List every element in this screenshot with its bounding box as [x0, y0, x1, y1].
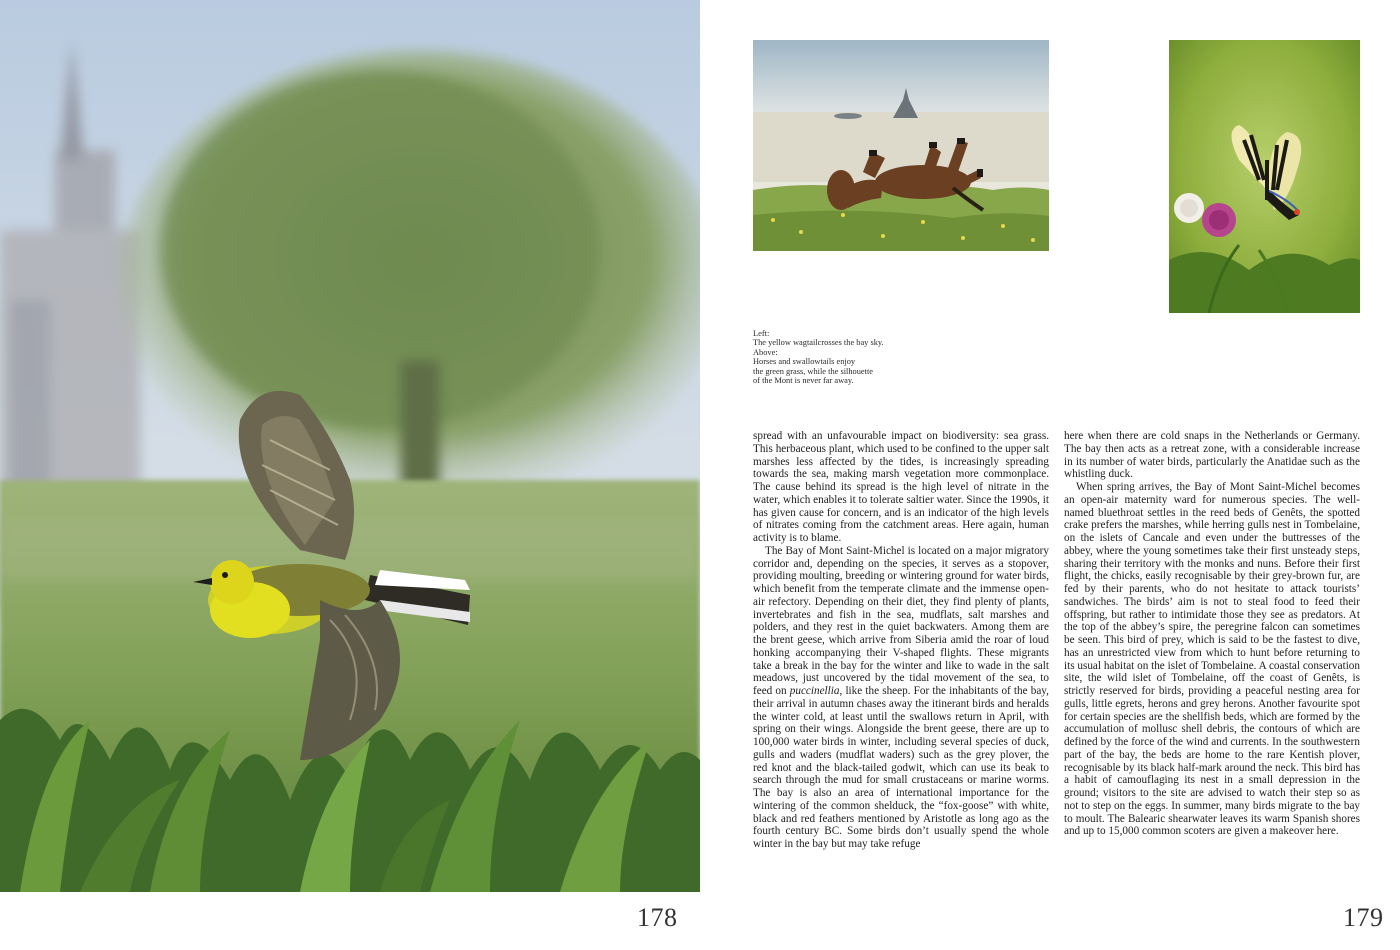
horse-photo [753, 40, 1049, 251]
photo-caption [753, 329, 913, 385]
page-number-left: 178 [637, 903, 678, 932]
caption-line: of the Mont is never far away. [753, 376, 854, 386]
caption-line: Left: [753, 329, 770, 338]
body-text: , like the sheep. For the inhabitants of the bay, their arrival in autumn chases away the itinerant birds and heralds the winter cold, at least until the swallows return in April, with spring on their wings. Alongside the brent geese, there are up to 100,000 water birds in winter, including several species of duck, gulls and waders (mudflat waders) such as the grey plover, the red knot and the black-tailed godwit, which can use its beak to search through the mud for small crustaceans or marine worms. The bay is also an area of international importance for the wintering of the common shelduck, the “fox-goose” with white, black and red feathers mentioned by Aristotle as long ago as the fourth century BC. Some birds don’t usually spend the whole winter in the bay but may take refuge [753, 685, 1049, 850]
horse-scene-illustration [753, 40, 1049, 251]
body-paragraph [753, 545, 1049, 851]
caption-line: the green grass, while the silhouette [753, 366, 874, 376]
butterfly-photo [1169, 40, 1360, 313]
caption-line: The yellow wagtailcrosses the bay sky. [753, 338, 884, 348]
body-text: The Bay of Mont Saint-Michel is located on a major migratory corridor and, depending on the species, it serves as a stopover, providing moulting, breeding or wintering ground for water birds, which benefit from the temperate climate and the immense open-air refectory. Depending on their diet, they find plenty of plants, invertebrates and fish in the sea, mudflats, salt marshes and polders, and they rest in the quiet backwaters. Among them are the brent geese, which arrive from Siberia amid the roar of loud honking accompanying their V-shaped flights. These migrants take a break in the bay for the winter and like to wade in the salt meadows, just uncovered by the tidal movement of the sea, to feed on [753, 544, 1049, 697]
caption-line: Above: [753, 347, 778, 357]
caption-line: Horses and swallowtails enjoy [753, 357, 856, 367]
body-paragraph: spread with an unfavourable impact on biodiversity: sea grass. This herbaceous plant, which used to be confined to the upper salt marshes less affected by the tides, is increasingly spreading towards the sea, making marsh vegetation more commonplace. The cause behind its spread is the high level of nitrate in the water, which enables it to tolerate saltier water. Since the 1990s, it has given cause for concern, and is an indicator of the high levels of nitrates coming from the catchment areas. Here again, human activity is to blame. [753, 430, 1049, 544]
italic-term: puccinellia [789, 685, 840, 697]
yellow-wagtail-photo [0, 0, 700, 892]
body-paragraph: When spring arrives, the Bay of Mont Saint-Michel becomes an open-air maternity ward for numerous species. The well-named bluethroat settles in the reed beds of Genêts, the spotted crake prefers the marshes, while herring gulls nest in Tombelaine, on the islets of Cancale and even under the buttresses of the abbey, where the young sometimes take their first unsteady steps, sharing their territory with the monks and nuns. Before their first flight, the chicks, easily recognisable by their grey-brown fur, are fed by their parents, who do not hesitate to attack tourists’ sandwiches. The birds’ aim is not to steal food to feed their offspring, but rather to intimidate those they see as predators. At the top of the abbey’s spire, the peregrine falcon can sometimes be seen. This bird of prey, which is said to be the fastest to dive, has an unrestricted view from which to hunt before returning to its usual habitat on the islet of Tombelaine. A coastal conservation site, the wild islet of Tombelaine, off the coast of Genêts, is strictly reserved for birds, providing a peaceful nesting area for gulls, little egrets, herons and grey herons. Another favourite spot for certain species are the shellfish beds, which are formed by the accumulation of mollusc shell debris, the contours of which are defined by the force of the wind and currents. In the southwestern part of the bay, the beds are home to the rare Kentish plover, recognisable by its black half-mark around the neck. This bird has a habit of camouflaging its nest in a small depression in the ground; visitors to the site are advised to watch their step so as not to step on the eggs. In summer, many birds migrate to the bay to moult. The Balearic shearwater leaves its warm Spanish shores and up to 15,000 common scoters are given a makeover here. [1064, 481, 1360, 838]
butterfly-scene-illustration [1169, 40, 1360, 313]
body-column-right [1064, 430, 1360, 838]
body-column-left [753, 430, 1049, 851]
body-paragraph: here when there are cold snaps in the Netherlands or Germany. The bay then acts as a retreat zone, with a considerable increase in its number of water birds, particularly the Anatidae such as the whistling duck. [1064, 430, 1360, 481]
page-number-right: 179 [1343, 903, 1384, 932]
wagtail-scene-illustration [0, 0, 700, 892]
